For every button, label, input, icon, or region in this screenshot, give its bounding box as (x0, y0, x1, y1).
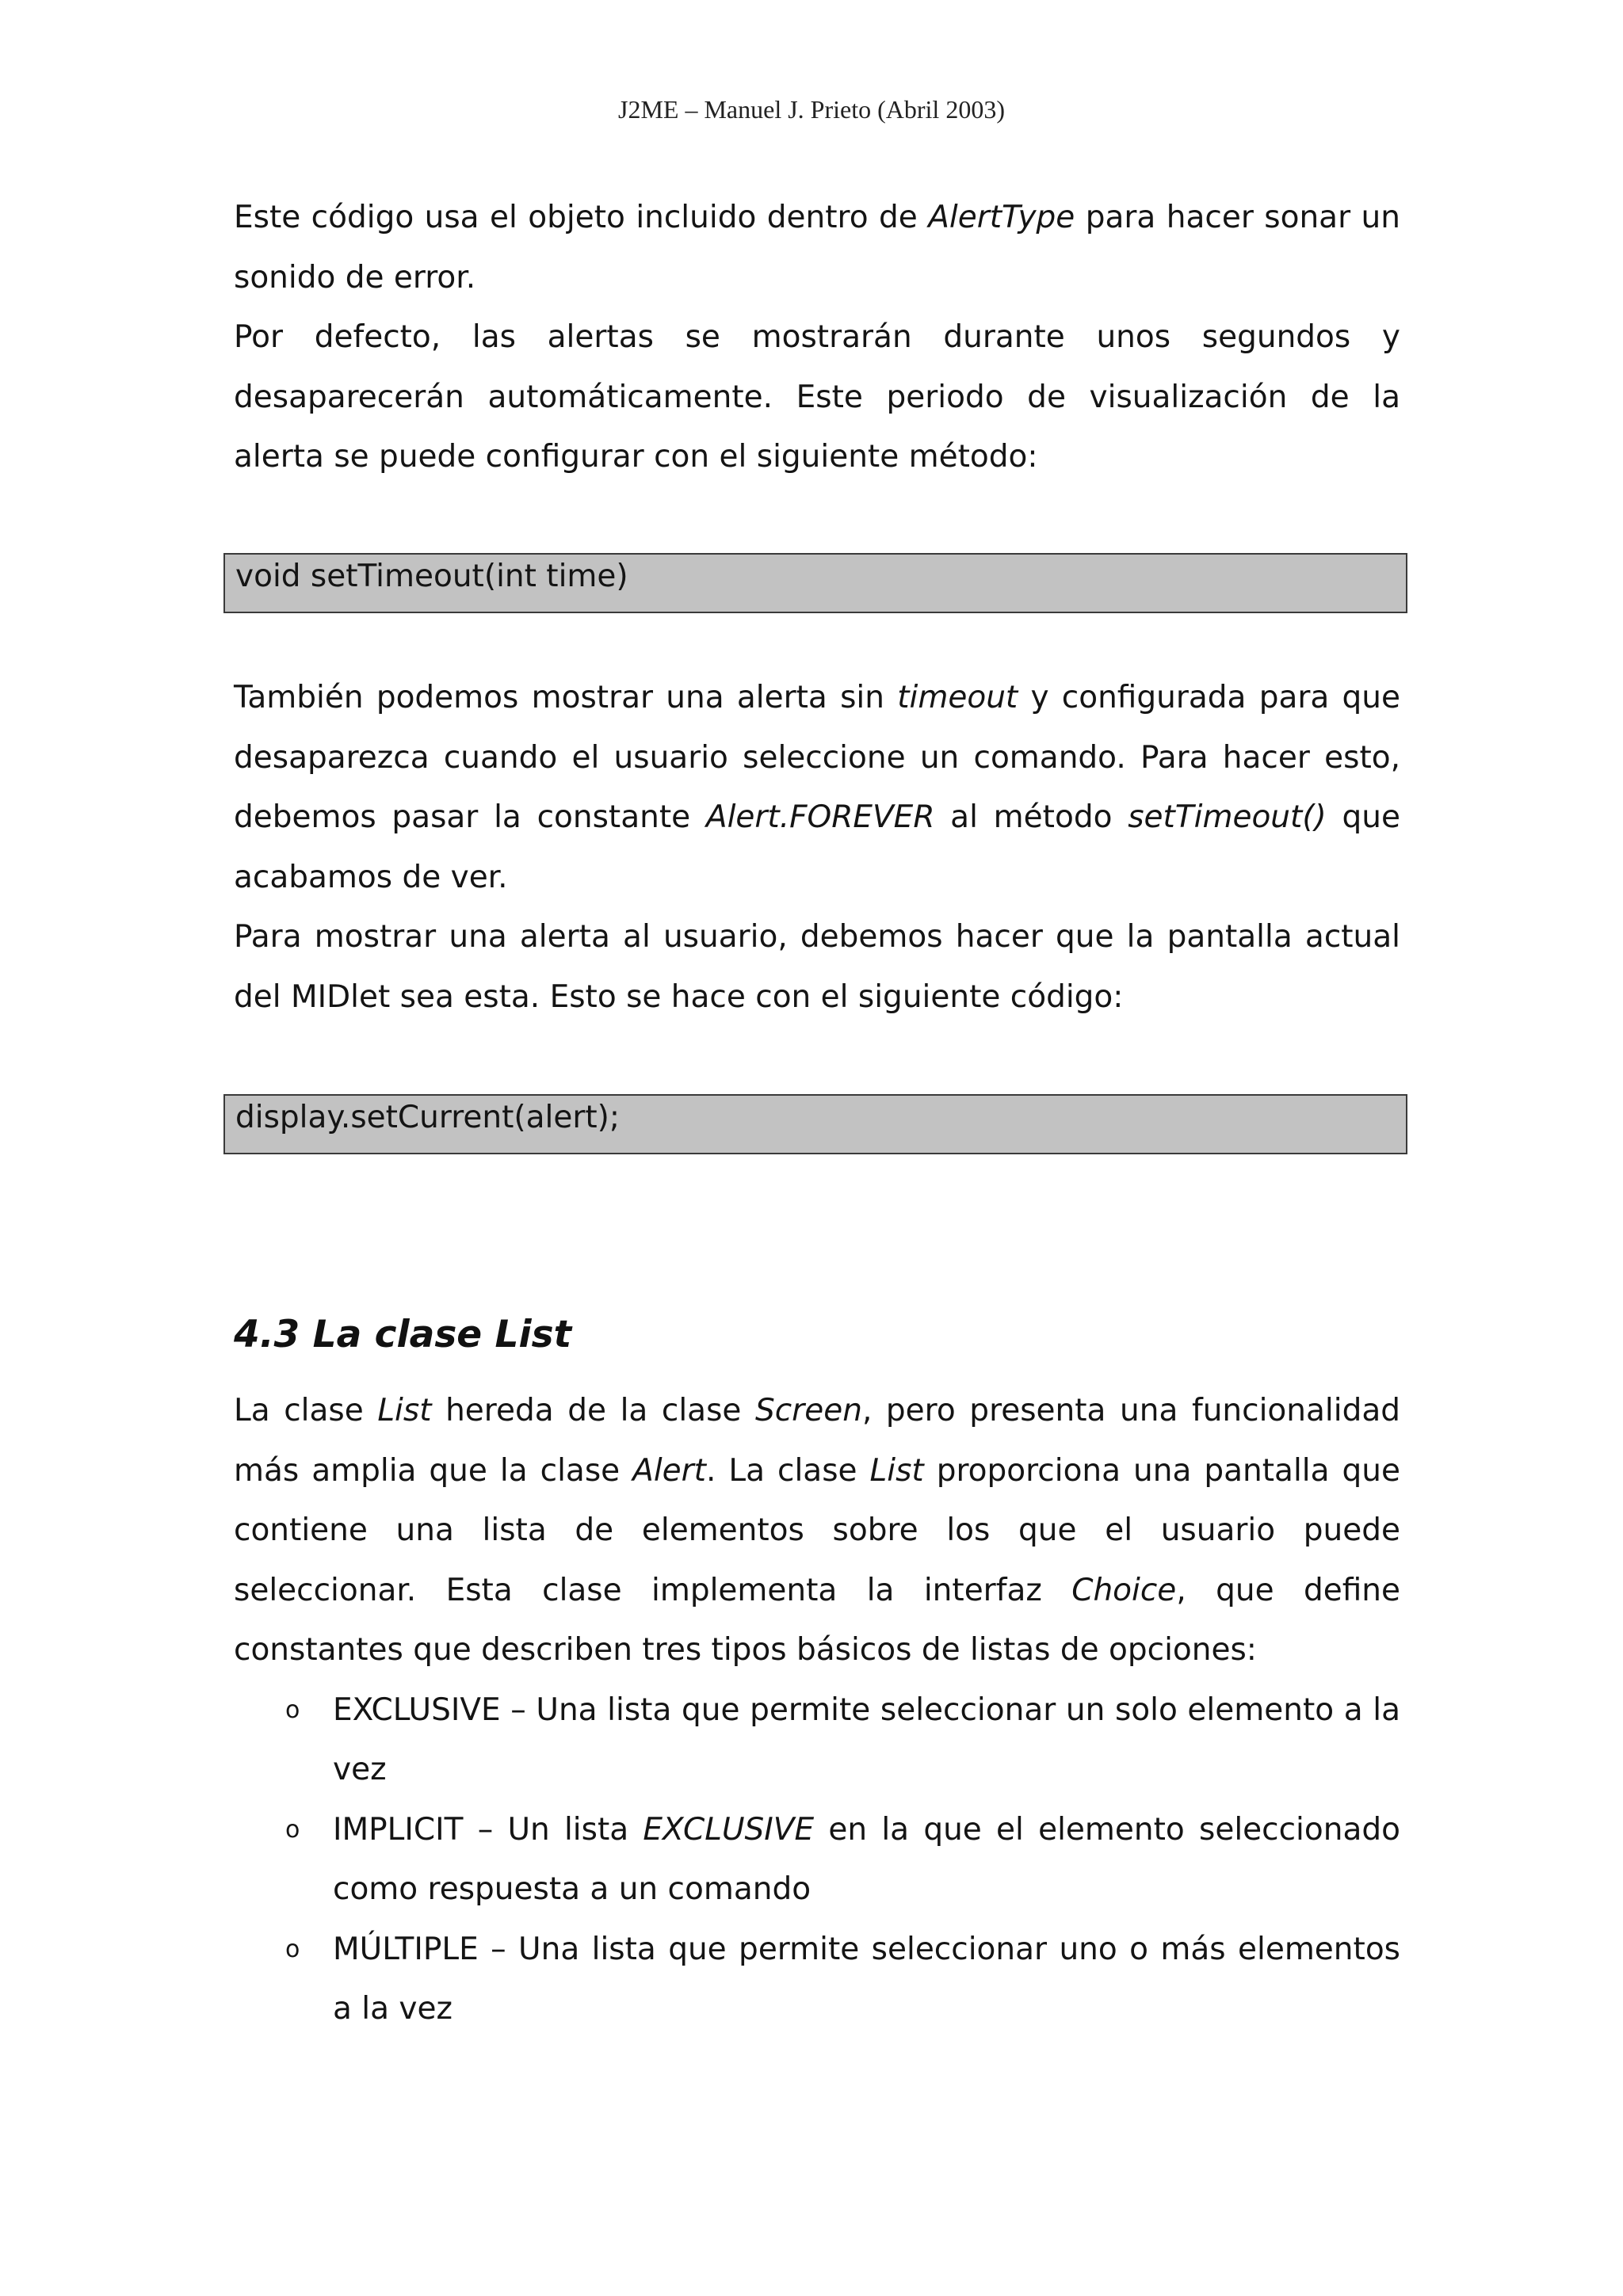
code-block-settimeout: void setTimeout(int time) (223, 553, 1407, 613)
list-item-implicit: o IMPLICIT – Un lista EXCLUSIVE en la que el elemento seleccionado como respuesta a un comando (234, 1800, 1400, 1920)
code-block-setcurrent: display.setCurrent(alert); (223, 1094, 1407, 1154)
section-body (234, 1381, 1400, 2039)
paragraph-show-alert: Para mostrar una alerta al usuario, debemos hacer que la pantalla actual del MIDlet sea esta. Esto se hace con el siguiente código: (234, 919, 1400, 1015)
bullet-icon: o (285, 1815, 300, 1844)
list-types (234, 1680, 1400, 2039)
paragraph-list-class: La clase List hereda de la clase Screen, pero presenta una funcionalidad más amplia que la clase Alert. La clase List proporciona una pantalla que contiene una lista de elementos sobre los que el usuario puede seleccionar. Esta clase implementa la interfaz Choice, que define constantes que describen tres tipos básicos de listas de opciones: (234, 1393, 1400, 1668)
timeout-text (234, 668, 1400, 1027)
bullet-icon: o (285, 1935, 300, 1963)
paragraph-forever: También podemos mostrar una alerta sin timeout y configurada para que desaparezca cuando el usuario seleccione un comando. Para hacer esto, debemos pasar la constante Alert.FOREVER al método setTimeout() que acabamos de ver. (234, 680, 1400, 895)
intro-text (234, 188, 1400, 487)
bullet-icon: o (285, 1695, 300, 1724)
section-heading: 4.3 La clase List (234, 1313, 572, 1356)
paragraph-alerttype-sound: Este código usa el objeto incluido dentro de AlertType para hacer sonar un sonido de error. (234, 200, 1400, 296)
list-item-multiple: o MÚLTIPLE – Una lista que permite seleccionar uno o más elementos a la vez (234, 1920, 1400, 2039)
paragraph-default-timeout: Por defecto, las alertas se mostrarán durante unos segundos y desaparecerán automáticamente. Este periodo de visualización de la alerta se puede configurar con el siguiente método: (234, 319, 1400, 475)
page-header: J2ME – Manuel J. Prieto (Abril 2003) (618, 95, 1005, 124)
list-item-exclusive: o EXCLUSIVE – Una lista que permite seleccionar un solo elemento a la vez (234, 1680, 1400, 1800)
